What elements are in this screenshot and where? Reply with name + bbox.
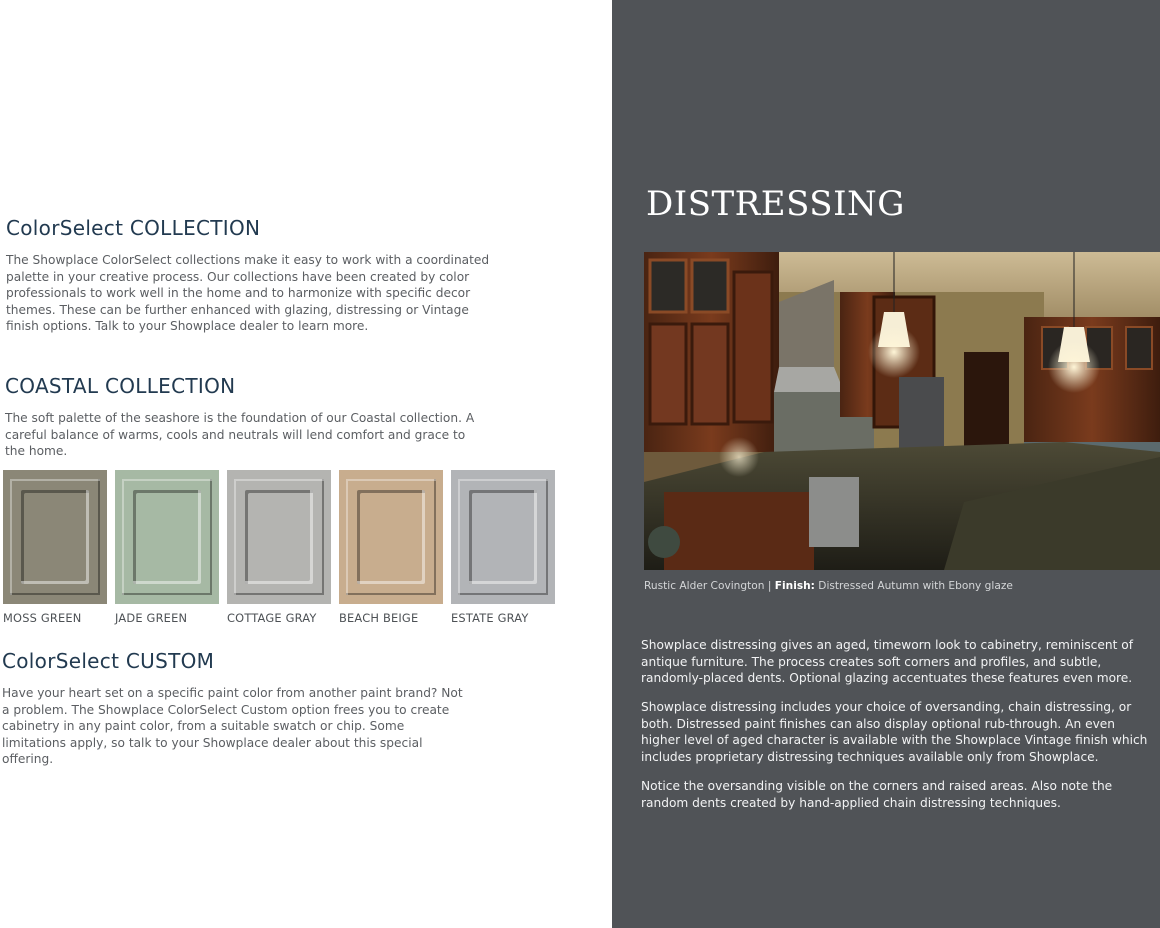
caption-finish-value: Distressed Autumn with Ebony glaze: [818, 580, 1013, 592]
caption-product: Rustic Alder Covington: [644, 580, 765, 592]
swatch-label-cottage-gray: COTTAGE GRAY: [227, 611, 317, 625]
distressing-paragraph-1: Showplace distressing gives an aged, timeworn look to cabinetry, reminiscent of antique furniture. The process creates soft corners and profiles, and subtle, randomly-placed dents. Optional glazing accentuates these features even more.: [641, 638, 1134, 686]
swatch-label-jade-green: JADE GREEN: [115, 611, 188, 625]
coastal-collection-body: The soft palette of the seashore is the foundation of our Coastal collection. A careful balance of warms, cools and neutrals will lend comfort and grace to the home.: [5, 411, 475, 459]
swatch-label-estate-gray: ESTATE GRAY: [451, 611, 529, 625]
distressing-heading: DISTRESSING: [646, 184, 905, 224]
distressing-paragraph-3: Notice the oversanding visible on the corners and raised areas. Also note the random dents created by hand-applied chain distressing techniques.: [641, 779, 1113, 810]
kitchen-photo: [644, 252, 1160, 570]
swatch-beach-beige: [339, 470, 443, 604]
caption-finish-label: Finish:: [774, 580, 815, 592]
colorselect-custom-body: Have your heart set on a specific paint color from another paint brand? Not a problem. The Showplace ColorSelect Custom option frees you to create cabinetry in any paint color, from a suitable swatch or chip. Some limitations apply, so talk to your Showplace dealer about this special offering.: [2, 686, 463, 767]
swatch-jade-green: [115, 470, 219, 604]
swatch-estate-gray: [451, 470, 555, 604]
colorselect-collection-title: ColorSelect COLLECTION: [6, 216, 261, 240]
swatch-label-moss-green: MOSS GREEN: [3, 611, 82, 625]
coastal-collection-title: COASTAL COLLECTION: [5, 374, 236, 398]
swatch-cottage-gray: [227, 470, 331, 604]
swatch-label-beach-beige: BEACH BEIGE: [339, 611, 419, 625]
caption-separator: |: [767, 580, 772, 592]
photo-caption: [644, 580, 1013, 592]
distressing-paragraph-2: Showplace distressing includes your choice of oversanding, chain distressing, or both. Distressed paint finishes can also display optional rub-through. An even higher level of aged character is available with the Showplace Vintage finish which includes proprietary distressing techniques available only from Showplace.: [641, 700, 1148, 764]
swatch-moss-green: [3, 470, 107, 604]
colorselect-collection-body: The Showplace ColorSelect collections make it easy to work with a coordinated palette in your creative process. Our collections have been created by color professionals to work well in the home and to harmonize with specific decor themes. These can be further enhanced with glazing, distressing or Vintage finish options. Talk to your Showplace dealer to learn more.: [6, 253, 490, 334]
colorselect-custom-title: ColorSelect CUSTOM: [2, 649, 215, 673]
